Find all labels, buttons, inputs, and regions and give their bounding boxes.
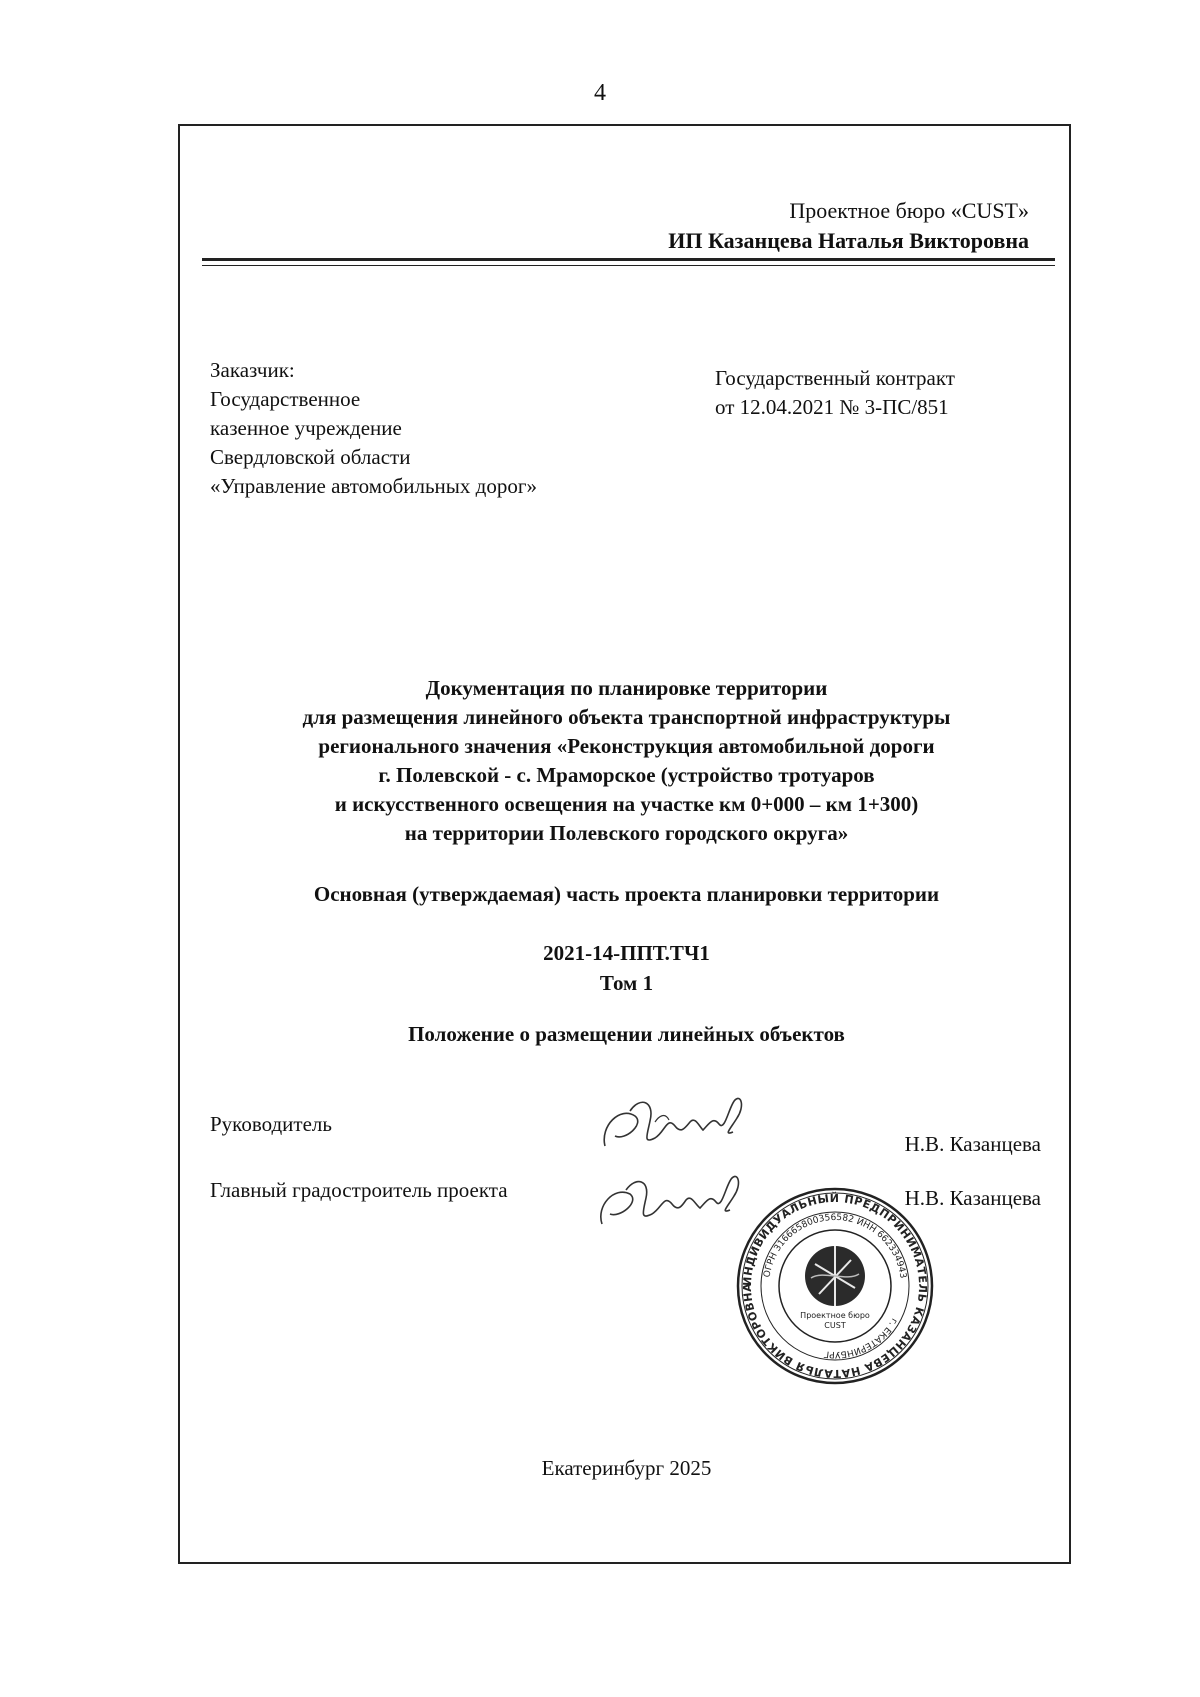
seal-city-text: г. ЕКАТЕРИНБУРГ: [823, 1316, 899, 1360]
header-rule-thick: [202, 258, 1055, 261]
section-title: Положение о размещении линейных объектов: [408, 1022, 845, 1046]
title-line: г. Полевской - с. Мраморское (устройство тротуаров: [378, 763, 875, 787]
title-line: на территории Полевского городского округа»: [404, 821, 849, 845]
title-line: для размещения линейного объекта транспортной инфраструктуры: [302, 705, 951, 729]
bureau-name: Проектное бюро «CUST»: [789, 198, 1029, 223]
contract-line: Государственный контракт: [715, 366, 955, 390]
document-title: [180, 674, 1073, 848]
signature-role-chief-planner: Главный градостроитель проекта: [210, 1178, 508, 1202]
customer-line: Государственное: [210, 387, 361, 411]
seal-center-text-2: CUST: [824, 1321, 846, 1330]
title-line: Документация по планировке территории: [425, 676, 828, 700]
header-rule-thin: [202, 265, 1055, 266]
document-code-block: [180, 938, 1073, 998]
page-number: 4: [594, 80, 606, 106]
signature-name-head: Н.В. Казанцева: [904, 1132, 1041, 1156]
organization-name: ИП Казанцева Наталья Викторовна: [668, 228, 1029, 253]
customer-line: казенное учреждение: [210, 416, 402, 440]
part-title: Основная (утверждаемая) часть проекта планировки территории: [313, 882, 940, 906]
volume-label: Том 1: [599, 971, 654, 995]
title-page-frame: [178, 124, 1071, 1564]
contract-block: [715, 364, 955, 422]
handwritten-signature-2: [590, 1162, 750, 1242]
customer-block: [210, 356, 537, 501]
customer-line: Свердловской области: [210, 445, 411, 469]
company-seal: [735, 1186, 935, 1386]
handwritten-signature-1: [595, 1086, 755, 1166]
header: [668, 196, 1029, 256]
city-year: Екатеринбург 2025: [541, 1456, 712, 1480]
document-code: 2021-14-ППТ.ТЧ1: [543, 941, 710, 965]
signature-name-chief-planner: Н.В. Казанцева: [904, 1186, 1041, 1210]
seal-center-text-1: Проектное бюро: [800, 1311, 870, 1320]
title-line: регионального значения «Реконструкция автомобильной дороги: [318, 734, 935, 758]
contract-line: от 12.04.2021 № 3-ПС/851: [715, 395, 949, 419]
title-line: и искусственного освещения на участке км 0+000 – км 1+300): [334, 792, 919, 816]
seal-inner-text: ОГРН 316665800356582 ИНН 662334943: [762, 1212, 908, 1280]
seal-outer-text: ИНДИВИДУАЛЬНЫЙ ПРЕДПРИНИМАТЕЛЬ КАЗАНЦЕВА НАТАЛЬЯ ВИКТОРОВНА: [740, 1191, 930, 1381]
customer-line: Заказчик:: [210, 358, 295, 382]
customer-line: «Управление автомобильных дорог»: [210, 474, 537, 498]
signature-role-head: Руководитель: [210, 1112, 332, 1136]
